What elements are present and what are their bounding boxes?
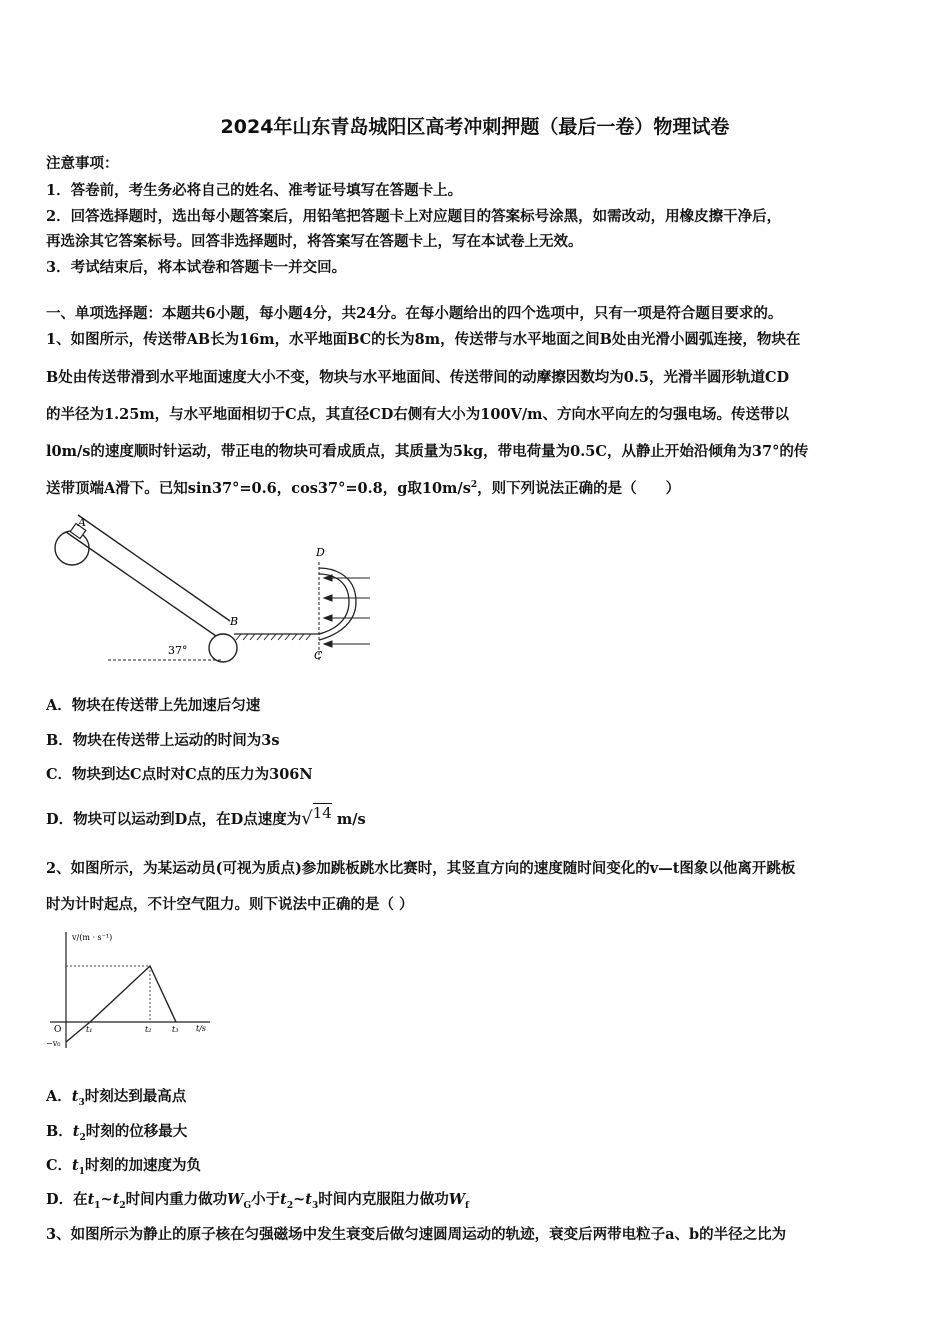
notice-item: 再选涂其它答案标号。回答非选择题时，将答案写在答题卡上，写在本试卷上无效。 bbox=[46, 233, 583, 250]
q1-option-c: C．物块到达C点时对C点的压力为306N bbox=[46, 766, 313, 783]
q2-option-a bbox=[46, 1085, 186, 1108]
q1-line: 1、如图所示，传送带AB长为16m，水平地面BC的长为8m，传送带与水平地面之间B处由光滑小圆弧连接，物块在 bbox=[46, 331, 801, 348]
page-title: 2024年山东青岛城阳区高考冲刺押题（最后一卷）物理试卷 bbox=[220, 116, 730, 138]
q1-option-b: B．物块在传送带上运动的时间为3s bbox=[46, 732, 280, 749]
q1-line-text: ，则下列说法正确的是（ ） bbox=[477, 480, 681, 497]
graph-t2: t₂ bbox=[145, 1025, 152, 1034]
graph-t3: t₃ bbox=[172, 1025, 179, 1034]
graph-origin: O bbox=[54, 1025, 62, 1035]
label-a: A bbox=[78, 516, 86, 529]
graph-xlabel: t/s bbox=[196, 1024, 207, 1033]
q3-line: 3、如图所示为静止的原子核在匀强磁场中发生衰变后做匀速圆周运动的轨迹，衰变后两带电粒子a、b的半径之比为 bbox=[46, 1226, 787, 1243]
opt-text: C． bbox=[46, 1157, 73, 1174]
q1-figure bbox=[44, 512, 384, 668]
sqrt-symbol: √ bbox=[301, 808, 313, 829]
q1-line bbox=[46, 477, 910, 498]
q1-line: l0m/s的速度顺时针运动，带正电的物块可看成质点，其质量为5kg，带电荷量为0.5C，从静止开始沿倾角为37°的传 bbox=[46, 443, 809, 460]
opt-text: 时刻的加速度为负 bbox=[85, 1157, 202, 1174]
q2-line: 2、如图所示，为某运动员(可视为质点)参加跳板跳水比赛时，其竖直方向的速度随时间变化的v—t图象以他离开跳板 bbox=[46, 860, 796, 877]
opt-text: A． bbox=[46, 1088, 72, 1105]
opt-text: 时刻达到最高点 bbox=[84, 1088, 187, 1105]
opt-text: 时刻的位移最大 bbox=[85, 1123, 188, 1140]
opt-text: B． bbox=[46, 1123, 73, 1140]
q2-option-d: D．在$t_1\sim t_2$时间内重力做功$W_G$小于$t_2\sim t_3$时间内克服阻力做功$W_f$ bbox=[46, 1191, 469, 1211]
notice-heading: 注意事项： bbox=[46, 155, 119, 172]
label-c: C bbox=[314, 649, 323, 662]
q1-option-d bbox=[46, 804, 366, 829]
opt-var: t bbox=[72, 1123, 80, 1140]
q2-option-c bbox=[46, 1154, 201, 1177]
q2-line: 时为计时起点，不计空气阻力。则下说法中正确的是（ ） bbox=[46, 896, 414, 913]
q2-figure bbox=[44, 926, 214, 1054]
notice-item: 1．答卷前，考生务必将自己的姓名、准考证号填写在答题卡上。 bbox=[46, 182, 463, 199]
graph-ylabel: v/(m · s⁻¹) bbox=[72, 933, 113, 942]
opt-sub: 1 bbox=[78, 1166, 86, 1177]
sqrt-radicand: 14 bbox=[312, 804, 332, 822]
opt-var: t bbox=[72, 1157, 79, 1174]
q1-line: 的半径为1.25m，与水平地面相切于C点，其直径CD右侧有大小为100V/m、方向水平向左的匀强电场。传送带以 bbox=[46, 406, 789, 423]
q1-option-d-unit: m/s bbox=[336, 811, 366, 828]
label-angle: 37° bbox=[168, 644, 188, 657]
label-d: D bbox=[316, 546, 325, 559]
q1-line: B处由传送带滑到水平地面速度大小不变，物块与水平地面间、传送带间的动摩擦因数均为0.5，光滑半圆形轨道CD bbox=[46, 369, 790, 386]
label-b: B bbox=[230, 615, 239, 628]
q1-line-text: 送带顶端A滑下。已知sin37°=0.6，cos37°=0.8，g取10m/s bbox=[46, 480, 471, 497]
superscript: 2 bbox=[470, 480, 478, 491]
opt-sub: 2 bbox=[79, 1132, 86, 1143]
opt-var: t bbox=[71, 1088, 79, 1105]
opt-sub: 3 bbox=[78, 1097, 85, 1108]
q1-option-d-text: D．物块可以运动到D点，在D点速度为 bbox=[46, 811, 302, 828]
q1-option-a: A．物块在传送带上先加速后匀速 bbox=[46, 697, 261, 714]
section-heading: 一、单项选择题：本题共6小题，每小题4分，共24分。在每小题给出的四个选项中，只有一项是符合题目要求的。 bbox=[46, 305, 783, 322]
graph-t1: t₁ bbox=[86, 1025, 93, 1034]
notice-item: 2．回答选择题时，选出每小题答案后，用铅笔把答题卡上对应题目的答案标号涂黑，如需改动，用橡皮擦干净后， bbox=[46, 208, 782, 225]
q2-option-b bbox=[46, 1120, 187, 1143]
graph-v0: −v₀ bbox=[46, 1039, 61, 1048]
notice-item: 3．考试结束后，将本试卷和答题卡一并交回。 bbox=[46, 259, 347, 276]
